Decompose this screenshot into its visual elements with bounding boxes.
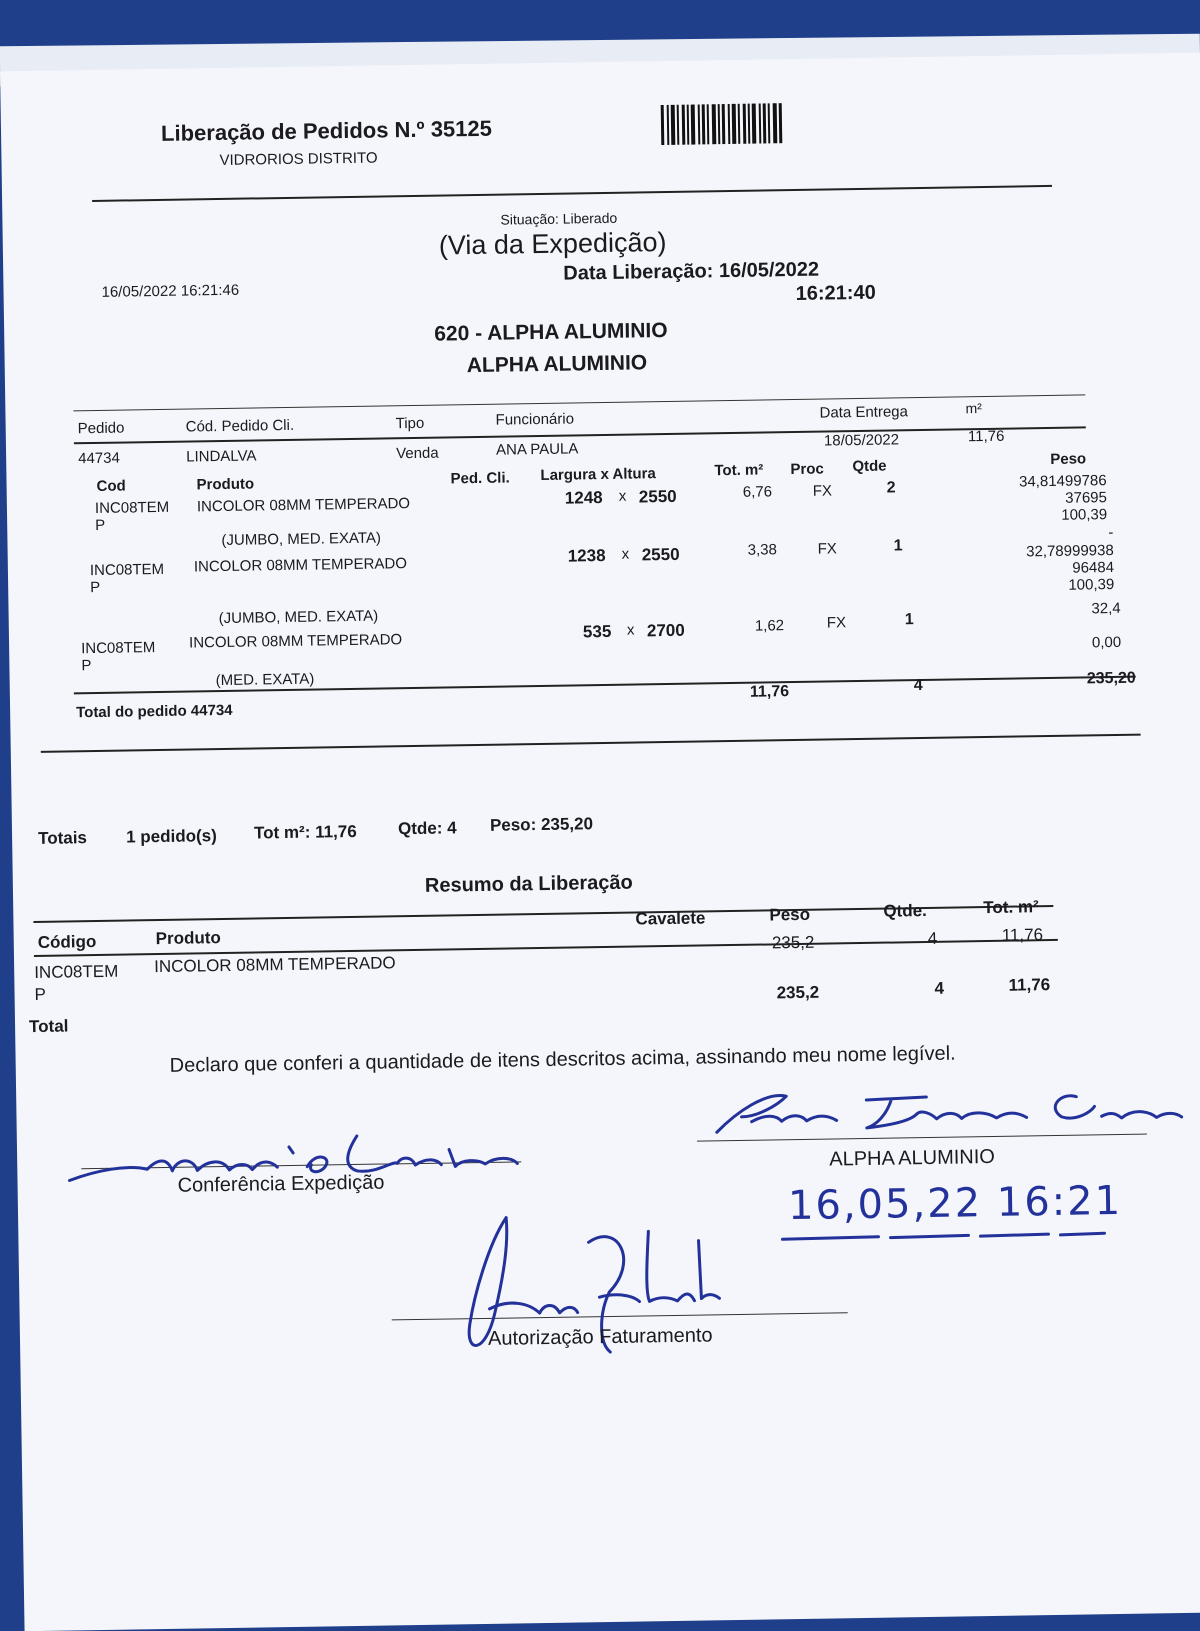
order-total-peso: 235,20 [1086,669,1136,688]
item-3-cod: INC08TEM [81,639,156,658]
item-2-largura: 1238 [567,545,606,566]
item-col-produto: Produto [196,475,255,494]
resumo-total-label: Total [28,1016,69,1037]
item-3-qtde: 1 [904,611,914,629]
barcode [661,102,827,145]
resumo-col-produto: Produto [155,928,222,949]
print-datetime: 16/05/2022 16:21:46 [101,281,240,301]
item-2-produto: INCOLOR 08MM TEMPERADO [193,555,408,576]
resumo-col-peso: Peso [769,904,811,925]
order-total-m2: 11,76 [749,683,790,701]
item-2-peso-dash: - [1108,523,1114,542]
via-text: (Via da Expedição) [438,226,667,261]
client-name: ALPHA ALUMINIO [466,351,648,378]
item-3-altura: 2700 [646,620,685,641]
declaration-text: Declaro que conferi a quantidade de itens descritos acima, assinando meu nome legível. [169,1042,956,1077]
order-tipo: Venda [395,444,439,463]
order-table-top-line [73,394,1085,411]
item-2-tot-m2: 3,38 [747,541,778,559]
order-total-qtde: 4 [913,677,923,695]
situacao-text: Situação: Liberado [500,209,618,228]
client-code-name: 620 - ALPHA ALUMINIO [434,318,668,346]
item-3-produto-desc: (MED. EXATA) [215,670,315,690]
company-name: VIDRORIOS DISTRITO [219,149,378,169]
header-divider [92,185,1052,202]
order-total-label: Total do pedido 44734 [76,701,233,722]
item-1-altura: 2550 [638,486,677,507]
col-funcionario-header: Funcionário [495,410,575,429]
handwritten-date: 16,05,22 16:21 [787,1177,1123,1230]
item-1-x: x [618,487,627,505]
item-1-produto-desc: (JUMBO, MED. EXATA) [221,529,382,550]
item-1-largura: 1248 [564,488,603,508]
totais-pedidos: 1 pedido(s) [125,826,217,847]
item-2-proc: FX [817,540,837,558]
item-3-produto: INCOLOR 08MM TEMPERADO [188,631,403,652]
totais-tot-m2: Tot m²: 11,76 [253,821,357,843]
autorizacao-label: Autorização Faturamento [487,1324,713,1350]
item-3-proc: FX [826,614,847,632]
item-1-peso-cont: 37695 [1065,489,1108,507]
resumo-total-peso: 235,2 [776,982,820,1003]
item-1-produto: INCOLOR 08MM TEMPERADO [196,495,411,516]
item-3-tot-m2: 1,62 [754,617,785,635]
order-data-entrega: 18/05/2022 [823,431,900,450]
totais-label: Totais [37,828,88,848]
client-signature-label: ALPHA ALUMINIO [829,1145,996,1171]
resumo-row-codigo: INC08TEM [34,961,119,982]
resumo-row-peso: 235,2 [771,932,815,953]
resumo-row-codigo-cont: P [34,984,47,1004]
resumo-col-cavalete: Cavalete [635,908,706,929]
resumo-col-codigo: Código [37,932,97,952]
item-1-cod: INC08TEM [94,498,170,517]
resumo-title: Resumo da Liberação [424,871,633,897]
totais-peso: Peso: 235,20 [489,814,594,835]
item-1-tot-m2: 6,76 [742,483,773,501]
order-section-bottom-line [41,734,1141,753]
item-col-proc: Proc [790,460,824,479]
col-m2-header: m² [965,400,982,417]
item-2-cod: INC08TEM [89,560,165,580]
resumo-total-qtde: 4 [934,978,945,998]
order-funcionario: ANA PAULA [495,440,579,459]
item-3-peso-total: 0,00 [1091,633,1122,652]
item-col-peso: Peso [1050,450,1087,468]
item-3-peso: 32,4 [1091,599,1121,618]
data-liberacao-time: 16:21:40 [795,281,876,305]
col-tipo-header: Tipo [395,414,425,433]
resumo-total-tot-m2: 11,76 [1008,975,1051,995]
order-pedido: 44734 [78,449,121,468]
item-2-peso: 32,78999938 [1026,541,1114,561]
totais-qtde: Qtde: 4 [397,818,457,839]
col-pedido-header: Pedido [77,419,125,438]
item-3-cod-cont: P [81,657,92,675]
item-1-proc: FX [812,482,833,500]
item-2-x: x [621,545,630,563]
item-1-peso: 34,81499786 [1018,472,1107,491]
resumo-col-tot-m2: Tot. m² [983,897,1039,918]
item-col-cod: Cod [96,477,126,495]
col-cod-pedido-cli-header: Cód. Pedido Cli. [185,416,295,436]
item-1-cod-cont: P [95,516,106,534]
item-3-x: x [626,621,635,639]
item-2-peso-cont: 96484 [1072,558,1115,577]
signature-client [696,1065,1197,1153]
order-cod-pedido-cli: LINDALVA [186,447,257,466]
item-col-tot-m2: Tot. m² [714,461,764,480]
item-2-cod-cont: P [90,578,101,597]
item-col-largura-altura: Largura x Altura [540,465,656,484]
order-m2: 11,76 [967,427,1005,446]
item-3-largura: 535 [582,621,612,642]
conferencia-label: Conferência Expedição [177,1171,385,1197]
item-col-qtde: Qtde [852,457,887,476]
item-1-qtde: 2 [886,479,896,497]
resumo-row-tot-m2: 11,76 [1001,925,1044,945]
item-2-qtde: 1 [893,537,903,555]
col-data-entrega-header: Data Entrega [819,403,909,422]
item-1-peso-total: 100,39 [1061,506,1108,524]
item-2-produto-desc: (JUMBO, MED. EXATA) [218,607,379,628]
resumo-row-produto: INCOLOR 08MM TEMPERADO [154,953,396,977]
item-col-ped-cli: Ped. Cli. [450,469,510,488]
resumo-col-qtde: Qtde. [883,900,927,921]
document-title: Liberação de Pedidos N.º 35125 [160,115,493,146]
resumo-row-qtde: 4 [927,928,938,948]
data-liberacao: Data Liberação: 16/05/2022 [563,258,820,285]
document-page [0,53,1200,1631]
item-2-altura: 2550 [641,544,680,565]
item-2-peso-total: 100,39 [1068,575,1115,594]
